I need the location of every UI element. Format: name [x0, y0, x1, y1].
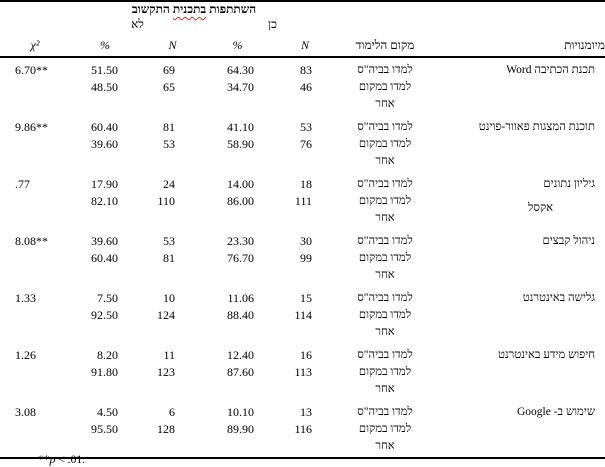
school-value: 69 [163, 63, 176, 77]
other-value: 89.90 [227, 422, 255, 436]
school-value: 39.60 [91, 234, 119, 248]
other-line-2: אחר [375, 440, 395, 452]
group-header-yes: כן [268, 17, 277, 31]
school-line: למדו בביה"ס [357, 178, 413, 190]
pct-yes-cell [205, 343, 270, 400]
skill-cell [430, 57, 605, 115]
skill-cell [430, 229, 605, 286]
other-value: 88.40 [227, 308, 255, 322]
chi-cell [0, 172, 70, 229]
skill-label: גלישה באינטרנט [522, 292, 596, 304]
school-value: 51.50 [91, 63, 119, 77]
skill-row-file-management [0, 229, 605, 286]
school-value: 53 [163, 234, 176, 248]
school-value: 10 [163, 291, 176, 305]
footnote-stars: ** [38, 454, 50, 466]
col-header-n-no: N [140, 32, 205, 57]
empty-cell [0, 15, 70, 32]
other-value: 92.50 [91, 308, 119, 322]
misspelled-word: בתכנית [172, 2, 207, 16]
n-yes-cell [270, 115, 340, 172]
n-yes-cell [270, 343, 340, 400]
pct-no-cell [70, 172, 140, 229]
chi-value: 9.86** [15, 120, 48, 134]
school-value: 60.40 [91, 120, 119, 134]
skill-cell [430, 172, 605, 229]
other-line-2: אחר [375, 383, 395, 395]
school-value: 41.10 [227, 120, 255, 134]
school-value: 11.06 [227, 291, 255, 305]
other-value: 60.40 [91, 251, 119, 265]
empty-cell [430, 15, 605, 32]
other-value: 39.60 [91, 137, 119, 151]
other-value: 53 [163, 137, 176, 151]
place-cell [340, 286, 430, 343]
skill-row-internet-search [0, 343, 605, 400]
pct-yes-cell [205, 286, 270, 343]
n-no-cell [140, 286, 205, 343]
skill-cell [430, 400, 605, 458]
title-text: השתתפות [209, 2, 257, 16]
other-line-2: אחר [375, 212, 395, 224]
school-value: 13 [300, 405, 313, 419]
footnote-p-symbol: p [49, 452, 56, 466]
group-header-row [0, 15, 605, 32]
other-value: 76.70 [227, 251, 255, 265]
school-value: 16 [300, 348, 313, 362]
other-line: למדו במקום [358, 252, 412, 264]
n-no-cell [140, 172, 205, 229]
school-value: 81 [163, 120, 176, 134]
skill-row-word [0, 57, 605, 115]
skill-label: שימוש ב- Google [516, 406, 596, 418]
skill-cell [430, 115, 605, 172]
place-cell [340, 172, 430, 229]
other-value: 123 [157, 365, 176, 379]
significance-footnote [38, 452, 85, 467]
school-value: 15 [300, 291, 313, 305]
col-header-pct-no: % [70, 32, 140, 57]
chi-cell [0, 229, 70, 286]
school-value: 17.90 [91, 177, 119, 191]
other-value: 114 [294, 308, 313, 322]
chi-cell [0, 286, 70, 343]
chi-value: 8.08** [15, 234, 48, 248]
place-cell [340, 57, 430, 115]
col-header-n-yes: N [270, 32, 340, 57]
place-cell [340, 229, 430, 286]
school-line: למדו בביה"ס [357, 121, 413, 133]
school-value: 10.10 [227, 405, 255, 419]
column-header-row [0, 32, 605, 57]
pct-no-cell [70, 286, 140, 343]
other-line: למדו במקום [358, 195, 412, 207]
chi-cell [0, 400, 70, 458]
other-line-2: אחר [375, 269, 395, 281]
skill-row-excel [0, 172, 605, 229]
chi-cell [0, 57, 70, 115]
n-no-cell [140, 115, 205, 172]
footnote-threshold: < .01. [55, 454, 85, 466]
title-text: התקשוב [131, 2, 170, 16]
school-value: 12.40 [227, 348, 255, 362]
chi-value: 1.33 [15, 291, 36, 305]
other-value: 48.50 [91, 80, 119, 94]
other-value: 76 [300, 137, 313, 151]
other-value: 99 [300, 251, 313, 265]
other-line-2: אחר [375, 155, 395, 167]
n-yes-cell [270, 229, 340, 286]
other-value: 110 [157, 194, 176, 208]
place-cell [340, 343, 430, 400]
school-value: 24 [163, 177, 176, 191]
skill-cell [430, 343, 605, 400]
other-value: 111 [294, 194, 313, 208]
pct-yes-cell [205, 229, 270, 286]
skill-cell [430, 286, 605, 343]
pct-no-cell [70, 115, 140, 172]
chi-value: 6.70** [15, 63, 48, 77]
school-line: למדו בביה"ס [357, 406, 413, 418]
pct-yes-cell [205, 400, 270, 458]
pct-no-cell [70, 229, 140, 286]
other-value: 91.80 [91, 365, 119, 379]
top-rule [0, 0, 605, 2]
chi-value: .77 [15, 177, 30, 191]
other-value: 86.00 [227, 194, 255, 208]
other-line: למדו במקום [358, 309, 412, 321]
pct-no-cell [70, 343, 140, 400]
other-value: 81 [163, 251, 176, 265]
other-value: 113 [294, 365, 313, 379]
other-value: 124 [157, 308, 176, 322]
skill-label-2: אקסל [528, 202, 554, 214]
chi-cell [0, 343, 70, 400]
skill-label: תכנת הכתיבה Word [506, 64, 596, 76]
other-line-2: אחר [375, 98, 395, 110]
school-line: למדו בביה"ס [357, 349, 413, 361]
skill-row-google [0, 400, 605, 458]
skill-label: ניהול קבצים [542, 235, 596, 247]
school-value: 83 [300, 63, 313, 77]
pct-no-cell [70, 400, 140, 458]
col-header-study-place: מקום הלימוד [340, 32, 430, 57]
other-line: למדו במקום [358, 81, 412, 93]
school-value: 11 [163, 348, 176, 362]
skill-label: גיליון נתונים [543, 178, 596, 190]
other-value: 82.10 [91, 194, 119, 208]
other-value: 116 [294, 422, 313, 436]
other-value: 128 [157, 422, 176, 436]
empty-cell [340, 15, 430, 32]
school-value: 7.50 [97, 291, 119, 305]
school-value: 64.30 [227, 63, 255, 77]
other-value: 65 [163, 80, 176, 94]
n-yes-cell [270, 400, 340, 458]
pct-yes-cell [205, 57, 270, 115]
n-no-cell [140, 400, 205, 458]
pct-yes-cell [205, 115, 270, 172]
other-value: 34.70 [227, 80, 255, 94]
other-line-2: אחר [375, 326, 395, 338]
place-cell [340, 400, 430, 458]
skill-label: תוכנת המצגות פאוור-פוינט [478, 121, 596, 133]
n-no-cell [140, 343, 205, 400]
skill-label: חיפוש מידע באינטרנט [497, 349, 596, 361]
school-line: למדו בביה"ס [357, 235, 413, 247]
col-header-chi-square: χ² [0, 32, 70, 57]
n-yes-cell [270, 286, 340, 343]
pct-yes-cell [205, 172, 270, 229]
school-value: 23.30 [227, 234, 255, 248]
other-value: 95.50 [91, 422, 119, 436]
chi-value: 1.26 [15, 348, 36, 362]
other-line: למדו במקום [358, 423, 412, 435]
school-line: למדו בביה"ס [357, 292, 413, 304]
pct-no-cell [70, 57, 140, 115]
n-yes-cell [270, 57, 340, 115]
school-line: למדו בביה"ס [357, 64, 413, 76]
school-value: 30 [300, 234, 313, 248]
school-value: 53 [300, 120, 313, 134]
skill-row-internet-surfing [0, 286, 605, 343]
chi-value: 3.08 [15, 405, 36, 419]
chi-square-table [0, 15, 605, 459]
school-value: 14.00 [227, 177, 255, 191]
place-cell [340, 115, 430, 172]
n-no-cell [140, 57, 205, 115]
other-line: למדו במקום [358, 138, 412, 150]
col-header-pct-yes: % [205, 32, 270, 57]
school-value: 4.50 [97, 405, 119, 419]
col-header-skills: מיומנויות [430, 32, 605, 57]
skill-row-powerpoint [0, 115, 605, 172]
school-value: 6 [169, 405, 176, 419]
school-value: 18 [300, 177, 313, 191]
other-value: 87.60 [227, 365, 255, 379]
n-no-cell [140, 229, 205, 286]
chi-cell [0, 115, 70, 172]
other-value: 58.90 [227, 137, 255, 151]
other-value: 46 [300, 80, 313, 94]
group-header-no: לא [131, 17, 144, 31]
other-line: למדו במקום [358, 366, 412, 378]
school-value: 8.20 [97, 348, 119, 362]
n-yes-cell [270, 172, 340, 229]
